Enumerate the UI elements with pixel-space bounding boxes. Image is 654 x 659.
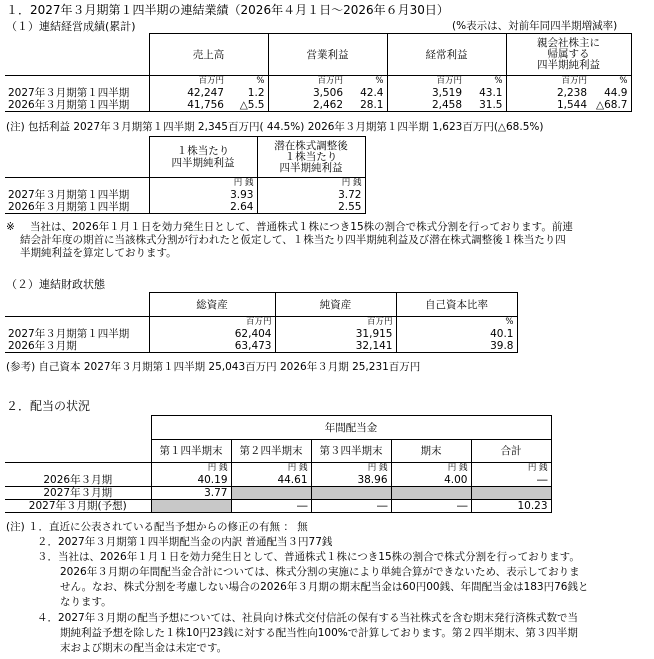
header-total: 合計	[471, 440, 551, 463]
cell: 10.23	[471, 500, 551, 513]
header-ordinary-profit: 経常利益	[387, 34, 506, 76]
financial-position-table	[5, 292, 518, 353]
header-q3-end: 第３四半期末	[311, 440, 391, 463]
cell-shaded	[471, 487, 551, 500]
cell: 31,915	[275, 328, 396, 340]
section1-title: （１）連結経営成績(累計)	[6, 20, 136, 33]
cell-shaded	[391, 487, 471, 500]
unit-net: 百万円	[506, 76, 590, 87]
dividend-note-3: ３．当社は、2026年１月１日を効力発生日として、普通株式１株につき15株の割合で株式分割を行っております。	[37, 551, 580, 563]
header-total-assets: 総資産	[149, 293, 275, 317]
row-label: 2027年３月期	[5, 487, 151, 500]
header-diluted-eps-line2: １株当たり	[284, 150, 338, 163]
section2-title: （２）連結財政状態	[6, 278, 105, 291]
unit-net-pct: %	[590, 76, 631, 87]
stock-split-note-line1: 当社は、2026年１月１日を効力発生日として、普通株式１株につき15株の割合で株式分割を行っております。前連	[30, 221, 573, 233]
unit-q2: 円 銭	[231, 463, 311, 474]
header-net-profit-line2: 帰属する	[547, 48, 590, 60]
cell: 2.64	[149, 201, 257, 214]
cell: ―	[391, 500, 471, 513]
section1-percent-note: (%表示は、対前年同四半期増減率)	[452, 20, 618, 32]
cell: 3.77	[151, 487, 231, 500]
cell: 42.4	[346, 87, 387, 99]
header-eps-line2: 四半期純利益	[171, 157, 235, 169]
stock-split-note-line3: 半期純利益を算定しております。	[20, 247, 177, 259]
cell: 32,141	[275, 340, 396, 353]
cell: ―	[311, 500, 391, 513]
unit-diluted: 円 銭	[257, 178, 365, 189]
header-blank	[5, 416, 151, 463]
cell: 2,238	[506, 87, 590, 99]
header-net-profit-line3: 四半期純利益	[537, 59, 600, 71]
table-row	[5, 487, 551, 500]
header-operating-profit: 営業利益	[268, 34, 387, 76]
header-net-profit	[506, 34, 631, 76]
cell-shaded	[311, 487, 391, 500]
cell: 2,462	[268, 99, 346, 112]
header-equity-ratio: 自己資本比率	[396, 293, 517, 317]
header-net-assets: 純資産	[275, 293, 396, 317]
comprehensive-income-note: (注) 包括利益 2027年３月期第１四半期 2,345百万円( 44.5%) 2026年３月期第１四半期 1,623百万円(△68.5%)	[6, 121, 544, 133]
unit-ord-pct: %	[465, 76, 506, 87]
cell: 44.61	[231, 474, 311, 487]
row-label: 2027年３月期第１四半期	[5, 87, 149, 99]
unit-total-assets: 百万円	[149, 317, 275, 328]
row-label: 2026年３月期第１四半期	[5, 99, 149, 112]
unit-ord: 百万円	[387, 76, 465, 87]
header-blank	[5, 34, 149, 76]
table-row	[5, 328, 517, 340]
cell: 62,404	[149, 328, 275, 340]
unit-sales: 百万円	[149, 76, 227, 87]
header-q1-end: 第１四半期末	[151, 440, 231, 463]
cell: 4.00	[391, 474, 471, 487]
row-label: 2026年３月期	[5, 474, 151, 487]
dividends-table	[5, 415, 552, 513]
page-heading: １．2027年３月期第１四半期の連結業績（2026年４月１日～2026年６月30日）	[6, 3, 449, 17]
cell: 3.72	[257, 189, 365, 201]
row-label: 2027年３月期(予想)	[5, 500, 151, 513]
unit-year-end: 円 銭	[391, 463, 471, 474]
row-label: 2026年３月期第１四半期	[5, 201, 149, 214]
dividend-note-3-line4: なります。	[60, 596, 112, 608]
unit-blank	[5, 463, 151, 474]
eps-table	[5, 136, 366, 214]
header-eps	[149, 137, 257, 178]
header-net-profit-line1: 親会社株主に	[537, 37, 600, 49]
unit-net-assets: 百万円	[275, 317, 396, 328]
dividend-note-4-line2: 期純利益予想を除した１株10円23銭に対する配当性向100%で計算しております。第２四半期末、第３四半期	[60, 627, 578, 639]
cell: 44.9	[590, 87, 631, 99]
stock-split-note-mark: ※	[6, 221, 15, 233]
header-annual-dividends: 年間配当金	[151, 416, 551, 440]
table-row	[5, 87, 631, 99]
cell: 1.2	[227, 87, 268, 99]
header-blank	[5, 137, 149, 178]
table-row	[5, 500, 551, 513]
cell: 3.93	[149, 189, 257, 201]
dividend-note-4-line3: 末および期末の配当金は未定です。	[60, 642, 228, 654]
cell: 43.1	[465, 87, 506, 99]
table-row	[5, 189, 365, 201]
header-year-end: 期末	[391, 440, 471, 463]
table-row	[5, 340, 517, 353]
unit-blank	[5, 317, 149, 328]
table-row	[5, 474, 551, 487]
cell: 2,458	[387, 99, 465, 112]
dividend-note-4: ４．2027年３月期の配当予想については、社員向け株式交付信託の保有する当社株式を含む期末発行済株式数で当	[37, 612, 579, 624]
cell: 28.1	[346, 99, 387, 112]
unit-q3: 円 銭	[311, 463, 391, 474]
row-label: 2026年３月期	[5, 340, 149, 353]
cell: 63,473	[149, 340, 275, 353]
stock-split-note-line2: 結会計年度の期首に当該株式分割が行われたと仮定して、１株当たり四半期純利益及び潜在株式調整後１株当たり四	[20, 234, 566, 246]
header-diluted-eps	[257, 137, 365, 178]
cell: 42,247	[149, 87, 227, 99]
header-q2-end: 第２四半期末	[231, 440, 311, 463]
cell: △5.5	[227, 99, 268, 112]
cell: 2.55	[257, 201, 365, 214]
cell: 41,756	[149, 99, 227, 112]
unit-op-pct: %	[346, 76, 387, 87]
header-diluted-eps-line1: 潜在株式調整後	[274, 139, 348, 152]
dividend-note-1: (注) １．直近に公表されている配当予想からの修正の有無 ： 無	[6, 521, 308, 533]
cell: ―	[231, 500, 311, 513]
cell-shaded	[151, 500, 231, 513]
section3-title: ２．配当の状況	[6, 399, 91, 413]
row-label: 2027年３月期第１四半期	[5, 328, 149, 340]
header-blank	[5, 293, 149, 317]
cell: 31.5	[465, 99, 506, 112]
cell: ―	[471, 474, 551, 487]
unit-blank	[5, 76, 149, 87]
header-diluted-eps-line3: 四半期純利益	[279, 161, 343, 174]
cell: 3,506	[268, 87, 346, 99]
cell: 39.8	[396, 340, 517, 353]
equity-reference-note: (参考) 自己資本 2027年３月期第１四半期 25,043百万円 2026年３月期 25,231百万円	[6, 361, 421, 373]
unit-op: 百万円	[268, 76, 346, 87]
unit-equity-ratio: %	[396, 317, 517, 328]
cell-shaded	[231, 487, 311, 500]
unit-sales-pct: %	[227, 76, 268, 87]
table-row	[5, 201, 365, 214]
dividend-note-3-line3: せん。なお、株式分割を考慮しない場合の2026年３月期の期末配当金は60円00銭、年間配当金は183円76銭と	[60, 581, 589, 593]
cell: 3,519	[387, 87, 465, 99]
dividend-note-2: ２．2027年３月期第１四半期配当金の内訳 普通配当３円77銭	[37, 536, 333, 548]
unit-eps: 円 銭	[149, 178, 257, 189]
row-label: 2027年３月期第１四半期	[5, 189, 149, 201]
header-sales: 売上高	[149, 34, 268, 76]
cell: △68.7	[590, 99, 631, 112]
dividend-note-3-line2: 2026年３月期の年間配当金合計については、株式分割の実施により単純合算ができないため、表示しておりま	[60, 566, 580, 578]
unit-total: 円 銭	[471, 463, 551, 474]
cell: 40.19	[151, 474, 231, 487]
operating-results-table	[5, 33, 632, 112]
cell: 1,544	[506, 99, 590, 112]
table-row	[5, 99, 631, 112]
cell: 38.96	[311, 474, 391, 487]
unit-blank	[5, 178, 149, 189]
cell: 40.1	[396, 328, 517, 340]
header-eps-line1: １株当たり	[176, 145, 230, 157]
unit-q1: 円 銭	[151, 463, 231, 474]
